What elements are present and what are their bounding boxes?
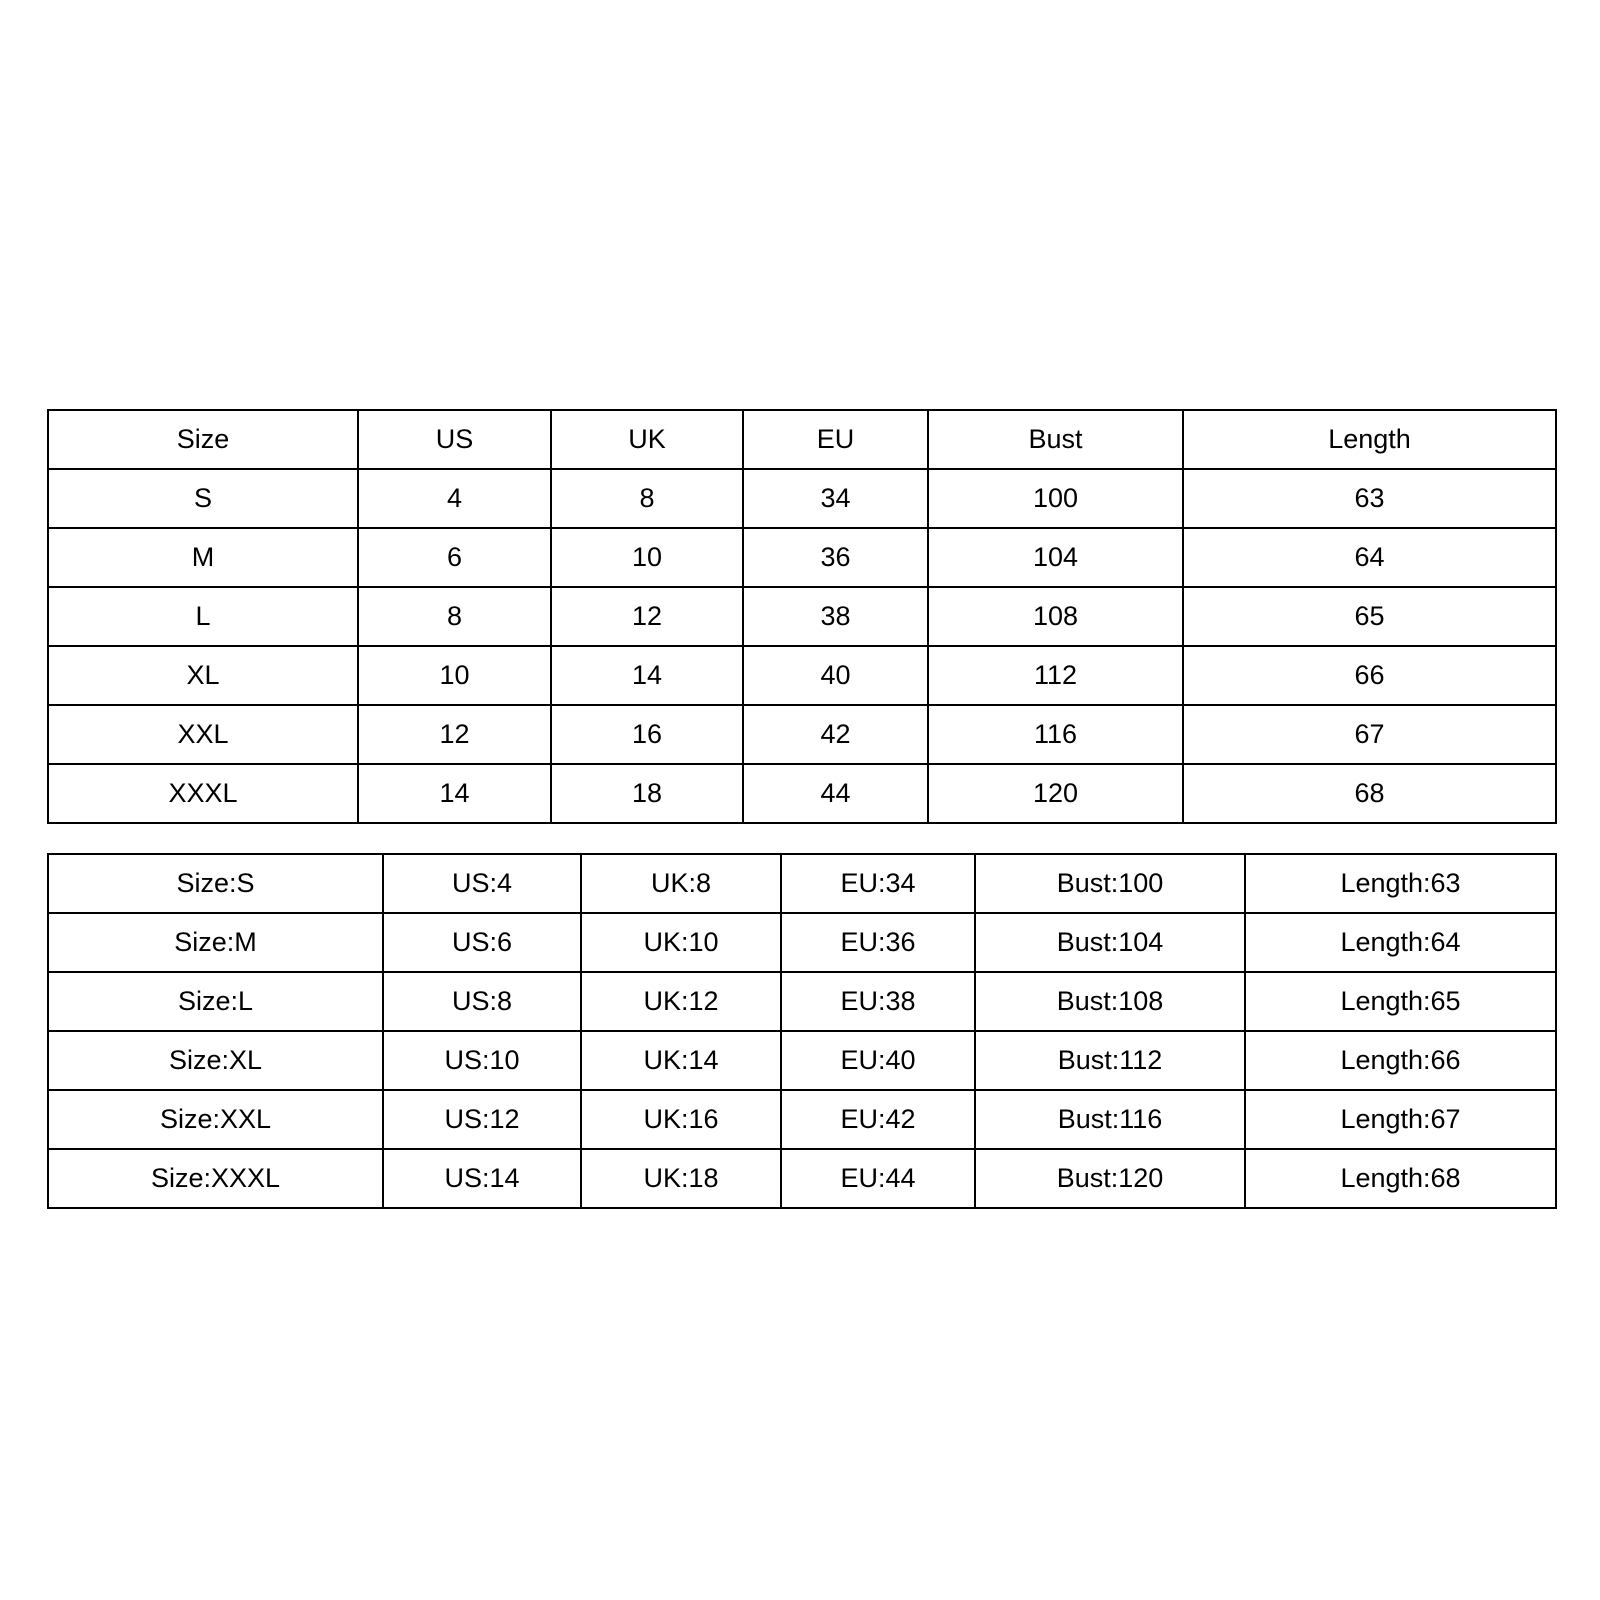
table-cell: Size:XXL — [48, 1090, 383, 1149]
table-row — [48, 646, 1556, 705]
table-cell: UK:18 — [581, 1149, 781, 1208]
table-cell: XL — [48, 646, 358, 705]
table-cell: Bust:108 — [975, 972, 1245, 1031]
table-cell: 120 — [928, 764, 1183, 823]
table-cell: Length:67 — [1245, 1090, 1556, 1149]
table-cell: 68 — [1183, 764, 1556, 823]
table-cell: 38 — [743, 587, 928, 646]
table-cell: Bust:112 — [975, 1031, 1245, 1090]
table-row — [48, 1090, 1556, 1149]
table-cell: 67 — [1183, 705, 1556, 764]
table-cell: 64 — [1183, 528, 1556, 587]
table-cell: US:12 — [383, 1090, 581, 1149]
table-cell: L — [48, 587, 358, 646]
table-cell: EU:42 — [781, 1090, 975, 1149]
table-cell: 104 — [928, 528, 1183, 587]
table-cell: Size:L — [48, 972, 383, 1031]
table-cell: UK:12 — [581, 972, 781, 1031]
table-cell: EU:44 — [781, 1149, 975, 1208]
table-cell: Length:66 — [1245, 1031, 1556, 1090]
table-row — [48, 528, 1556, 587]
table-cell: Size:XXXL — [48, 1149, 383, 1208]
table-cell: Length:63 — [1245, 854, 1556, 913]
table-cell: Length:68 — [1245, 1149, 1556, 1208]
header-cell: Size — [48, 410, 358, 469]
table-header-row — [48, 410, 1556, 469]
table-cell: 10 — [551, 528, 743, 587]
table-cell: UK:8 — [581, 854, 781, 913]
table-cell: Size:XL — [48, 1031, 383, 1090]
table-cell: 42 — [743, 705, 928, 764]
table-cell: Bust:116 — [975, 1090, 1245, 1149]
table-cell: 66 — [1183, 646, 1556, 705]
table-row — [48, 854, 1556, 913]
table-cell: 8 — [358, 587, 551, 646]
table-cell: 108 — [928, 587, 1183, 646]
table-cell: 12 — [358, 705, 551, 764]
table-row — [48, 913, 1556, 972]
table-row — [48, 764, 1556, 823]
table-row — [48, 1149, 1556, 1208]
table-cell: 44 — [743, 764, 928, 823]
table-cell: XXXL — [48, 764, 358, 823]
table-cell: 36 — [743, 528, 928, 587]
table-cell: 63 — [1183, 469, 1556, 528]
header-cell: UK — [551, 410, 743, 469]
table-cell: 14 — [551, 646, 743, 705]
table-row — [48, 1031, 1556, 1090]
table-cell: S — [48, 469, 358, 528]
header-cell: Bust — [928, 410, 1183, 469]
size-chart-table — [47, 409, 1557, 824]
header-cell: Length — [1183, 410, 1556, 469]
table-cell: UK:10 — [581, 913, 781, 972]
table-cell: 18 — [551, 764, 743, 823]
table-cell: 65 — [1183, 587, 1556, 646]
size-chart-labeled-table — [47, 853, 1557, 1209]
table-cell: 112 — [928, 646, 1183, 705]
table-cell: 40 — [743, 646, 928, 705]
table-cell: Length:64 — [1245, 913, 1556, 972]
table-cell: 16 — [551, 705, 743, 764]
table-cell: 8 — [551, 469, 743, 528]
table-cell: 6 — [358, 528, 551, 587]
table-row — [48, 972, 1556, 1031]
table-cell: US:6 — [383, 913, 581, 972]
table-cell: US:8 — [383, 972, 581, 1031]
table-cell: M — [48, 528, 358, 587]
table-row — [48, 705, 1556, 764]
table-cell: 12 — [551, 587, 743, 646]
table-cell: EU:38 — [781, 972, 975, 1031]
header-cell: EU — [743, 410, 928, 469]
table-cell: 116 — [928, 705, 1183, 764]
table-cell: 100 — [928, 469, 1183, 528]
table-cell: EU:36 — [781, 913, 975, 972]
table-cell: Size:S — [48, 854, 383, 913]
table-cell: US:4 — [383, 854, 581, 913]
table-cell: UK:16 — [581, 1090, 781, 1149]
table-cell: Size:M — [48, 913, 383, 972]
table-row — [48, 587, 1556, 646]
table-cell: Bust:120 — [975, 1149, 1245, 1208]
table-cell: Bust:100 — [975, 854, 1245, 913]
table-cell: US:10 — [383, 1031, 581, 1090]
header-cell: US — [358, 410, 551, 469]
table-cell: UK:14 — [581, 1031, 781, 1090]
table-cell: 10 — [358, 646, 551, 705]
table-cell: 4 — [358, 469, 551, 528]
table-cell: XXL — [48, 705, 358, 764]
table-cell: EU:40 — [781, 1031, 975, 1090]
table-cell: Bust:104 — [975, 913, 1245, 972]
table-cell: 14 — [358, 764, 551, 823]
table-cell: Length:65 — [1245, 972, 1556, 1031]
table-cell: EU:34 — [781, 854, 975, 913]
table-cell: 34 — [743, 469, 928, 528]
table-row — [48, 469, 1556, 528]
table-cell: US:14 — [383, 1149, 581, 1208]
